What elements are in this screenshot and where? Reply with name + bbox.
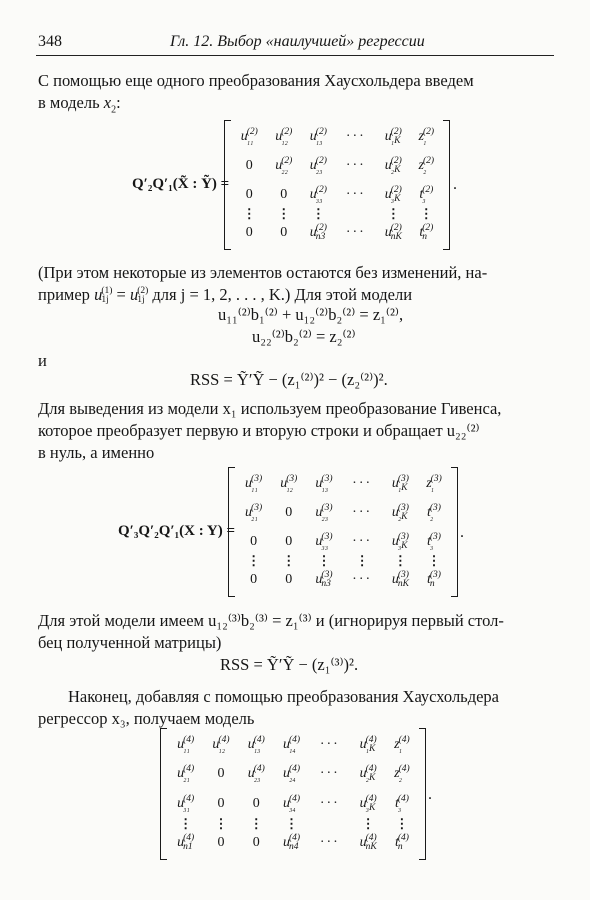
matrix-cell: ⋮ bbox=[355, 553, 369, 569]
matrix-cell: u (4) n1 bbox=[177, 833, 195, 853]
matrix-cell: 0 bbox=[285, 504, 293, 520]
matrix-cell: ⋮ bbox=[361, 815, 375, 831]
matrix-row bbox=[168, 819, 418, 829]
matrix-cell: ··· bbox=[319, 766, 340, 782]
matrix-cell: u (4) ₁₂ bbox=[212, 734, 230, 754]
matrix-cell: t (4) ₃ bbox=[394, 793, 409, 813]
eq6-tail: . bbox=[428, 786, 432, 803]
and-word: и bbox=[38, 351, 47, 370]
paragraph-3-line-2: которое преобразует первую и вторую строки и обращает u₂₂⁽²⁾ bbox=[38, 421, 480, 440]
eq4-tail: . bbox=[460, 524, 464, 541]
matrix-cell: ⋮ bbox=[311, 206, 325, 222]
matrix-cell: 0 bbox=[285, 572, 293, 588]
matrix-cell: u (2) n3 bbox=[309, 223, 327, 243]
left-bracket bbox=[160, 728, 167, 860]
matrix-cell: ⋮ bbox=[386, 206, 400, 222]
paragraph-5-line-1: Наконец, добавляя с помощью преобразования Хаусхольдера bbox=[68, 687, 499, 706]
eq4-matrix bbox=[228, 467, 458, 597]
eq4-lhs: Q′₃Q′₂Q′₁(X : Y) = bbox=[118, 523, 236, 539]
matrix-row bbox=[168, 828, 418, 858]
matrix-cell: u (4) ₂₄ bbox=[283, 764, 301, 784]
eq2-line-1: u₁₁⁽²⁾b₁⁽²⁾ + u₁₂⁽²⁾b₂⁽²⁾ = z₁⁽²⁾, bbox=[218, 305, 404, 324]
matrix-cell: u (2) ₁₂ bbox=[275, 126, 293, 146]
matrix-cell: u (4) ₃₄ bbox=[283, 793, 301, 813]
eq5: RSS = Ỹ′Ỹ − (z₁⁽³⁾)². bbox=[220, 655, 359, 674]
matrix-cell: ⋮ bbox=[419, 206, 433, 222]
paragraph-2-text-b: для bbox=[152, 285, 177, 304]
matrix-cell: ··· bbox=[352, 504, 373, 520]
matrix-cell: ⋮ bbox=[393, 553, 407, 569]
running-title: Гл. 12. Выбор «наилучшей» регрессии bbox=[170, 33, 425, 50]
matrix-cell: u (4) ₃K bbox=[359, 793, 377, 813]
matrix-cell: u (3) ₃₃ bbox=[315, 531, 333, 551]
paragraph-1 bbox=[38, 70, 554, 114]
matrix-cell: 0 bbox=[252, 835, 260, 851]
matrix-cell: ··· bbox=[319, 795, 340, 811]
matrix-cell: 0 bbox=[250, 533, 258, 549]
matrix-cell: ··· bbox=[345, 128, 366, 144]
paragraph-2-line-1: (При этом некоторые из элементов остаются без изменений, на- bbox=[38, 263, 488, 282]
eq3: RSS = Ỹ′Ỹ − (z₁⁽²⁾)² − (z₂⁽²⁾)². bbox=[190, 370, 388, 389]
matrix-cell: 0 bbox=[217, 795, 225, 811]
matrix-cell: t (3) ₂ bbox=[427, 502, 441, 522]
left-bracket bbox=[228, 467, 235, 597]
matrix-cell: ⋮ bbox=[247, 553, 261, 569]
paragraph-1-line-1: С помощью еще одного преобразования Хаусхольдера введем bbox=[38, 71, 474, 90]
matrix-cell: t (3) ₃ bbox=[427, 531, 441, 551]
matrix-row bbox=[168, 789, 418, 819]
matrix-cell: ⋮ bbox=[395, 815, 409, 831]
paragraph-4-line-1: Для этой модели имеем u₁₂⁽³⁾b₂⁽³⁾ = z₁⁽³⁾ и (игнорируя первый стол- bbox=[38, 611, 504, 630]
paragraph-5-line-2: регрессор x₃, получаем модель bbox=[38, 709, 255, 728]
paragraph-4 bbox=[38, 610, 554, 654]
paragraph-3-line-3: в нуль, а именно bbox=[38, 443, 155, 462]
matrix-row bbox=[236, 527, 450, 556]
matrix-cell: ⋮ bbox=[249, 815, 263, 831]
matrix-cell: u (4) ₃₁ bbox=[177, 793, 195, 813]
matrix-cell: ··· bbox=[345, 157, 366, 173]
matrix-cell: ··· bbox=[319, 736, 340, 752]
matrix-cell: u (2) ₁₃ bbox=[309, 126, 327, 146]
matrix-cell: 0 bbox=[252, 795, 260, 811]
matrix-cell: z (4) ₂ bbox=[394, 764, 410, 784]
matrix-cell: z (3) ₁ bbox=[426, 473, 442, 493]
paragraph-5 bbox=[38, 686, 554, 730]
page-number: 348 bbox=[38, 33, 62, 50]
paragraph-2-text-c: j = 1, 2, . . . , K.) Для этой модели bbox=[180, 285, 413, 304]
matrix-cell: 0 bbox=[280, 225, 288, 241]
matrix-cell: u (2) ₃K bbox=[384, 184, 402, 204]
matrix-cell: z (2) ₁ bbox=[418, 126, 435, 146]
matrix-row bbox=[232, 209, 442, 219]
var-sub: 2 bbox=[111, 104, 117, 116]
matrix-cell: t (3) n bbox=[427, 570, 441, 590]
matrix-cell: u (4) nK bbox=[359, 833, 377, 853]
matrix-cell: 0 bbox=[245, 186, 253, 202]
matrix-cell bbox=[336, 209, 376, 219]
matrix-cell: u (3) ₁₁ bbox=[245, 473, 263, 493]
paragraph-1-text: в модель bbox=[38, 93, 100, 112]
matrix-cell: u (4) ₁₃ bbox=[247, 734, 265, 754]
matrix-cell: ··· bbox=[319, 835, 340, 851]
paragraph-2-line-2: пример u (1) 1j = u (2) 1j для j = 1, 2, . . . , K.) Для этой модели bbox=[38, 285, 413, 306]
matrix-row bbox=[236, 469, 450, 498]
matrix-cell: u (3) n3 bbox=[315, 570, 333, 590]
matrix-cell: ··· bbox=[345, 186, 366, 202]
eq1-lhs: Q′₂Q′₁(X̃ : Ỹ) = bbox=[132, 176, 230, 192]
right-bracket bbox=[419, 728, 426, 860]
matrix-cell: u (2) ₁₁ bbox=[240, 126, 258, 146]
matrix-cell: u (4) ₁₄ bbox=[283, 734, 301, 754]
matrix-cell: u (4) ₂K bbox=[359, 764, 377, 784]
matrix-cell: ⋮ bbox=[179, 815, 193, 831]
matrix-cell: u (3) ₁K bbox=[391, 473, 409, 493]
matrix-cell: u (2) ₃₃ bbox=[309, 184, 327, 204]
matrix-cell: ⋮ bbox=[214, 815, 228, 831]
eq1-table bbox=[232, 122, 442, 248]
eq6-matrix bbox=[160, 728, 426, 860]
paragraph-4-line-2: бец полученной матрицы) bbox=[38, 633, 222, 652]
header-rule bbox=[36, 55, 554, 56]
matrix-cell: u (3) ₁₃ bbox=[315, 473, 333, 493]
matrix-cell: 0 bbox=[217, 835, 225, 851]
eq6-table bbox=[168, 730, 418, 858]
matrix-cell: t (2) n bbox=[419, 223, 434, 243]
matrix-cell: u (4) ₂₃ bbox=[247, 764, 265, 784]
matrix-row bbox=[232, 180, 442, 209]
matrix-cell: u (3) ₁₂ bbox=[280, 473, 298, 493]
matrix-cell: t (4) n bbox=[394, 833, 409, 853]
matrix-cell: ⋮ bbox=[317, 553, 331, 569]
matrix-cell: u (3) ₃K bbox=[391, 531, 409, 551]
matrix-row bbox=[232, 122, 442, 151]
matrix-cell: 0 bbox=[280, 186, 288, 202]
paragraph-1-line-2 bbox=[38, 92, 554, 114]
matrix-cell: ··· bbox=[352, 475, 373, 491]
matrix-cell: u (3) nK bbox=[391, 570, 409, 590]
matrix-cell: ⋮ bbox=[285, 815, 299, 831]
matrix-cell: z (4) ₁ bbox=[394, 734, 410, 754]
paragraph-2-text-a: пример bbox=[38, 285, 90, 304]
matrix-row bbox=[236, 556, 450, 566]
matrix-cell: u (4) n4 bbox=[283, 833, 301, 853]
eq1-tail: . bbox=[453, 176, 457, 193]
paragraph-3 bbox=[38, 398, 554, 464]
matrix-cell: 0 bbox=[285, 533, 293, 549]
matrix-row bbox=[232, 151, 442, 180]
matrix-cell: t (2) ₃ bbox=[419, 184, 434, 204]
var-x: x bbox=[103, 93, 112, 112]
matrix-cell bbox=[309, 819, 350, 829]
matrix-cell: u (3) ₂₃ bbox=[315, 502, 333, 522]
matrix-cell: u (2) ₂₃ bbox=[309, 155, 327, 175]
eq1-matrix bbox=[224, 120, 450, 250]
matrix-cell: 0 bbox=[250, 572, 258, 588]
matrix-cell: ⋮ bbox=[277, 206, 291, 222]
matrix-cell: u (3) ₂K bbox=[391, 502, 409, 522]
eq4-table bbox=[236, 469, 450, 595]
matrix-cell: u (2) ₁K bbox=[384, 126, 402, 146]
matrix-cell: z (2) ₂ bbox=[418, 155, 435, 175]
matrix-row bbox=[168, 760, 418, 790]
matrix-cell: u (4) ₁₁ bbox=[177, 734, 195, 754]
paragraph-2 bbox=[38, 262, 554, 306]
eq2-line-2: u₂₂⁽²⁾b₂⁽²⁾ = z₂⁽²⁾ bbox=[252, 327, 356, 346]
matrix-cell: ⋮ bbox=[242, 206, 256, 222]
matrix-cell: u (2) nK bbox=[384, 223, 402, 243]
matrix-row bbox=[232, 219, 442, 248]
matrix-cell: ⋮ bbox=[427, 553, 441, 569]
matrix-cell: ··· bbox=[352, 572, 373, 588]
matrix-row bbox=[168, 730, 418, 760]
matrix-cell: 0 bbox=[245, 225, 253, 241]
paragraph-1-tail: : bbox=[116, 93, 121, 112]
matrix-row bbox=[236, 566, 450, 595]
paragraph-3-line-1: Для выведения из модели x₁ используем преобразование Гивенса, bbox=[38, 399, 502, 418]
matrix-cell: u (2) ₂₂ bbox=[275, 155, 293, 175]
matrix-row bbox=[236, 498, 450, 527]
matrix-cell: ··· bbox=[352, 533, 373, 549]
matrix-cell: ··· bbox=[345, 225, 366, 241]
right-bracket bbox=[443, 120, 450, 250]
matrix-cell: 0 bbox=[245, 157, 253, 173]
matrix-cell: u (4) ₂₁ bbox=[177, 764, 195, 784]
matrix-cell: u (2) ₂K bbox=[384, 155, 402, 175]
matrix-cell: 0 bbox=[217, 766, 225, 782]
matrix-cell: u (4) ₁K bbox=[359, 734, 377, 754]
matrix-cell: u (3) ₂₁ bbox=[245, 502, 263, 522]
left-bracket bbox=[224, 120, 231, 250]
matrix-cell: ⋮ bbox=[282, 553, 296, 569]
right-bracket bbox=[451, 467, 458, 597]
